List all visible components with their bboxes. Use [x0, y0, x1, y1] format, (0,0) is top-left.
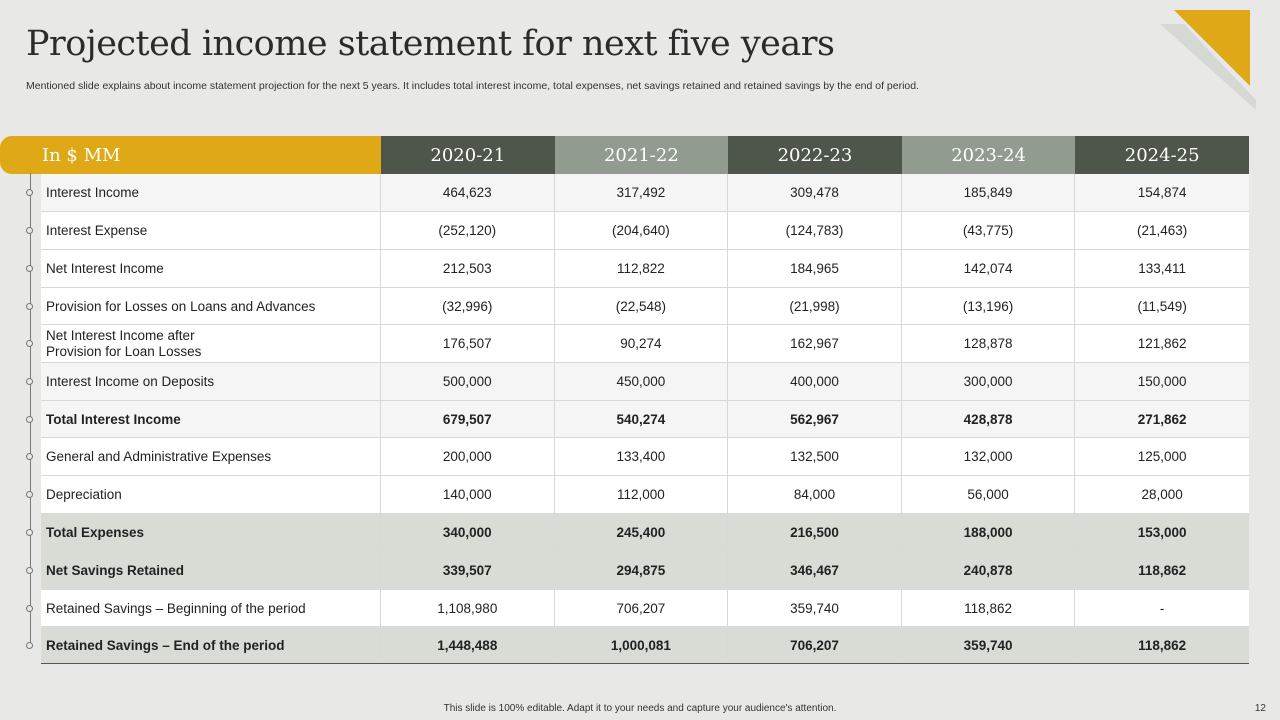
row-label: Total Expenses	[41, 514, 381, 551]
table-row	[41, 363, 1249, 401]
row-value: 118,862	[902, 590, 1076, 626]
row-value: 212,503	[381, 250, 555, 287]
row-value: 540,274	[555, 401, 729, 437]
table-row	[41, 552, 1249, 590]
timeline-dot	[26, 605, 33, 612]
table-row	[41, 438, 1249, 476]
timeline-dot	[26, 642, 33, 649]
row-value: (13,196)	[902, 288, 1076, 324]
row-value: 188,000	[902, 514, 1076, 551]
timeline-dot	[26, 227, 33, 234]
row-value: 1,000,081	[555, 627, 729, 663]
row-value: 245,400	[555, 514, 729, 551]
table-row	[41, 627, 1249, 664]
row-value: 125,000	[1137, 449, 1187, 464]
row-value: 121,862	[1137, 336, 1187, 351]
row-value: (21,998)	[728, 288, 902, 324]
row-value: (204,640)	[555, 212, 729, 249]
row-value: 679,507	[381, 401, 555, 437]
year-header-4: 2023-24	[902, 136, 1076, 174]
timeline-dot	[26, 303, 33, 310]
year-header-1: 2020-21	[381, 136, 555, 174]
row-label: Total Interest Income	[41, 401, 381, 437]
row-value: 450,000	[555, 363, 729, 400]
row-label: Net Interest Income	[41, 250, 381, 287]
table-row	[41, 250, 1249, 288]
row-value: 359,740	[728, 590, 902, 626]
row-value: 240,878	[902, 552, 1076, 589]
corner-decoration	[1160, 0, 1280, 110]
row-value: 133,400	[555, 438, 729, 475]
row-value: 500,000	[381, 363, 555, 400]
row-value: 271,862	[1137, 411, 1187, 427]
table-bottom-border	[41, 663, 1249, 664]
year-header-2: 2021-22	[555, 136, 729, 174]
row-value: 400,000	[728, 363, 902, 400]
row-value: 300,000	[902, 363, 1076, 400]
row-label: Interest Income	[41, 174, 381, 211]
row-value: 118,862	[1138, 563, 1187, 578]
row-value: 346,467	[728, 552, 902, 589]
row-value: (21,463)	[1137, 223, 1188, 238]
timeline-dot	[26, 491, 33, 498]
row-value: 184,965	[728, 250, 902, 287]
row-value: 90,274	[555, 325, 729, 362]
row-value: 428,878	[902, 401, 1076, 437]
timeline-dot	[26, 453, 33, 460]
row-value: 153,000	[1137, 525, 1187, 540]
timeline-dot	[26, 567, 33, 574]
row-value: 185,849	[902, 174, 1076, 211]
unit-header: In $ MM	[0, 136, 381, 174]
row-value: 1,108,980	[381, 590, 555, 626]
row-label: General and Administrative Expenses	[41, 438, 381, 475]
row-value: 56,000	[902, 476, 1076, 513]
row-value: 359,740	[902, 627, 1076, 663]
row-value: (32,996)	[381, 288, 555, 324]
row-value: 176,507	[381, 325, 555, 362]
row-value: 294,875	[555, 552, 729, 589]
row-value: -	[1159, 600, 1165, 616]
row-label: Retained Savings – End of the period	[41, 627, 381, 663]
row-value: 112,822	[555, 250, 729, 287]
row-label: Net Savings Retained	[41, 552, 381, 589]
table-row	[41, 476, 1249, 514]
row-value: 84,000	[728, 476, 902, 513]
row-label: Depreciation	[41, 476, 381, 513]
row-value: 464,623	[381, 174, 555, 211]
row-value: 200,000	[381, 438, 555, 475]
row-label: Interest Income on Deposits	[41, 363, 381, 400]
table-row	[41, 212, 1249, 250]
row-value: (43,775)	[902, 212, 1076, 249]
row-value: (252,120)	[381, 212, 555, 249]
timeline-dot	[26, 378, 33, 385]
row-value: (11,549)	[1137, 298, 1187, 314]
row-value: 128,878	[902, 325, 1076, 362]
row-value: 339,507	[381, 552, 555, 589]
table-row	[41, 401, 1249, 438]
row-value: 154,874	[1137, 185, 1187, 200]
row-value: 118,862	[1138, 637, 1187, 653]
year-header-3: 2022-23	[728, 136, 902, 174]
row-value: (22,548)	[555, 288, 729, 324]
row-value: 162,967	[728, 325, 902, 362]
footer-note: This slide is 100% editable. Adapt it to your needs and capture your audience's attention.	[443, 703, 837, 714]
row-label: Interest Expense	[41, 212, 381, 249]
row-value: 562,967	[728, 401, 902, 437]
row-value: 132,500	[728, 438, 902, 475]
row-value: 1,448,488	[381, 627, 555, 663]
timeline-rail	[30, 173, 31, 648]
timeline-dot	[26, 265, 33, 272]
timeline-dot	[26, 189, 33, 196]
row-value: 706,207	[555, 590, 729, 626]
timeline-dot	[26, 416, 33, 423]
row-value: 142,074	[902, 250, 1076, 287]
row-label: Provision for Losses on Loans and Advances	[41, 288, 381, 324]
row-value: 150,000	[1137, 374, 1187, 389]
page-subtitle: Mentioned slide explains about income statement projection for the next 5 years. It includes total interest income, total expenses, net savings retained and retained savings by the end of period.	[26, 80, 920, 92]
year-header-5: 2024-25	[1075, 136, 1249, 174]
table-row	[41, 174, 1249, 212]
row-value: 28,000	[1141, 487, 1183, 502]
table-row	[41, 590, 1249, 627]
timeline-dot	[26, 529, 33, 536]
table-row	[41, 325, 1249, 363]
row-value: 133,411	[1138, 261, 1187, 276]
table-row	[41, 288, 1249, 325]
row-value: 216,500	[728, 514, 902, 551]
row-value: (124,783)	[728, 212, 902, 249]
row-value: 112,000	[555, 476, 729, 513]
row-label: Net Interest Income after Provision for Loan Losses	[41, 325, 381, 362]
row-value: 706,207	[728, 627, 902, 663]
row-value: 132,000	[902, 438, 1076, 475]
row-value: 340,000	[381, 514, 555, 551]
row-label: Retained Savings – Beginning of the period	[41, 590, 381, 626]
row-value: 140,000	[381, 476, 555, 513]
row-value: 317,492	[555, 174, 729, 211]
timeline-dot	[26, 340, 33, 347]
page-title: Projected income statement for next five years	[26, 24, 835, 64]
table-row	[41, 514, 1249, 552]
page-number: 12	[1254, 703, 1266, 714]
row-value: 309,478	[728, 174, 902, 211]
